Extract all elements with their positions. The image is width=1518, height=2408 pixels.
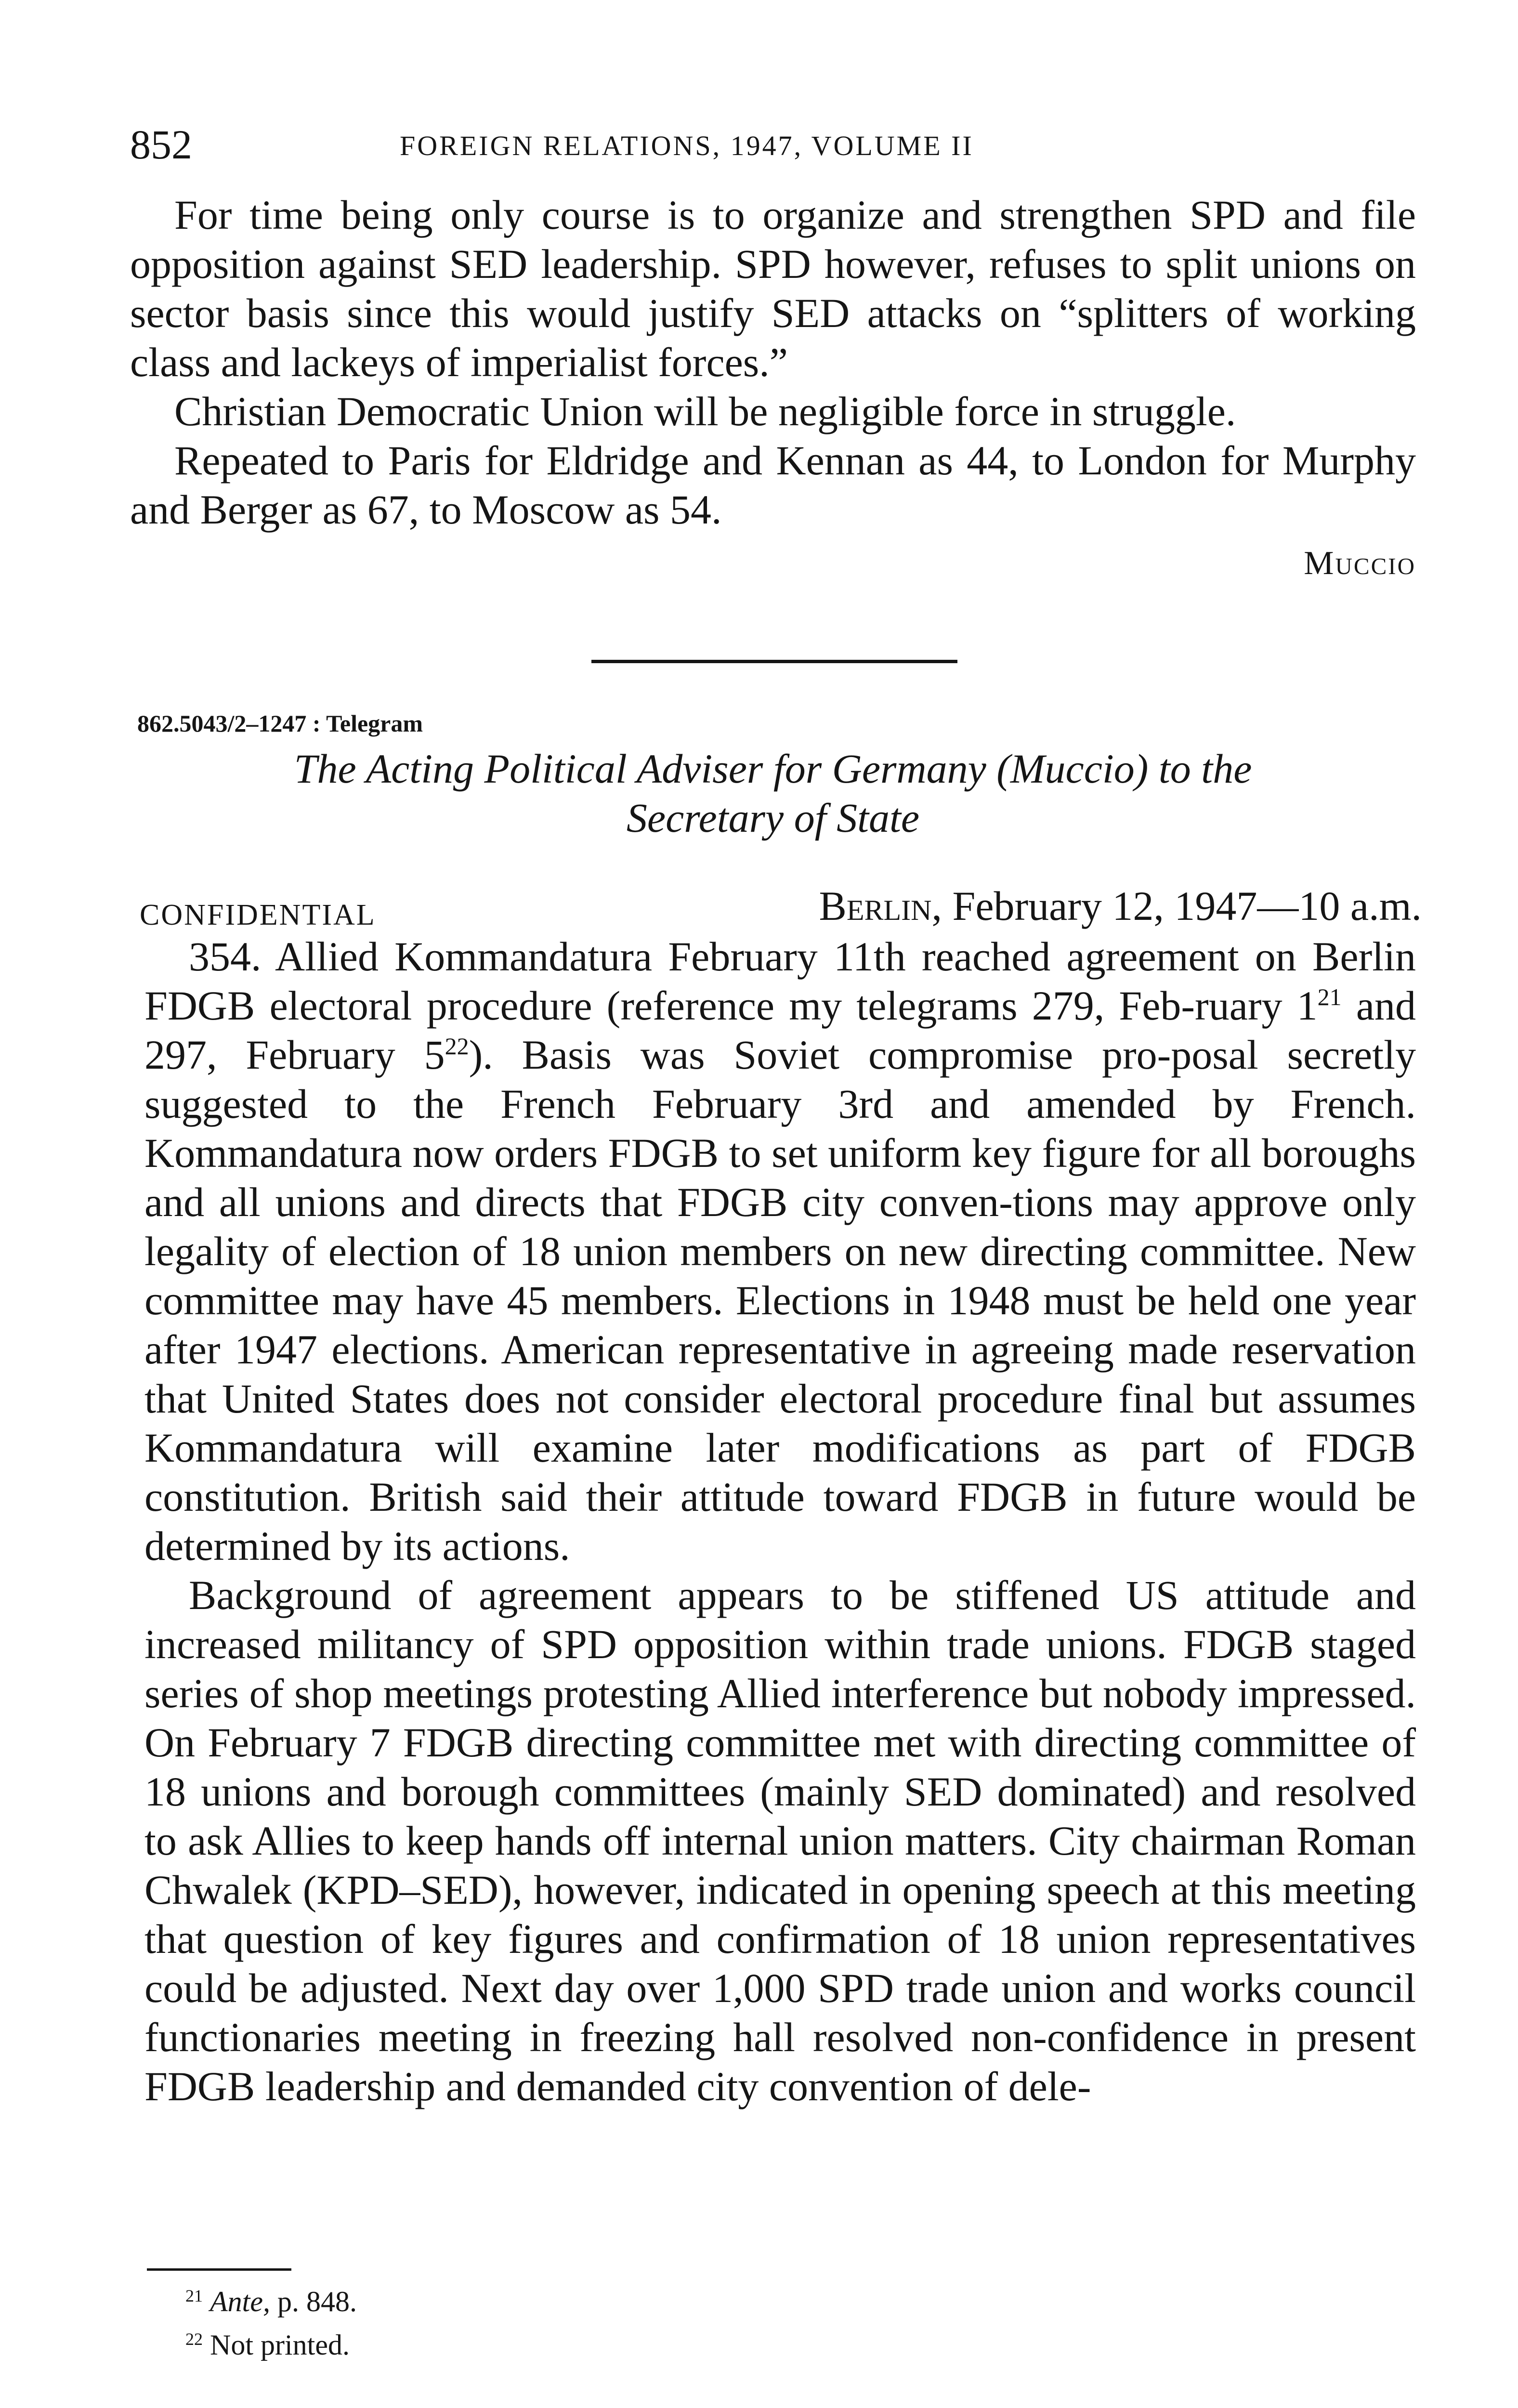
footnote-rule [147,2268,291,2271]
telegram-paragraph-1 [144,932,1416,1570]
paragraph-1-part-3: ). Basis was Soviet compromise pro-posal secretly suggested to the French February 3rd and amended by French. Kommandatura now orders FDGB to set uniform key figure for all boroughs and all unions and directs that FDGB city conven-tions may approve only legality of election of 18 union members on new directing committee. New committee may have 45 members. Elections in 1948 must be held one year after 1947 elections. American representative in agreeing made reservation that United States does not consider electoral procedure final but assumes Kommandatura will examine later modifications as part of FDGB constitution. British said their attitude toward FDGB in future would be determined by its actions. [144,1032,1416,1569]
continuation-text [130,190,1416,534]
document-reference: 862.5043/2–1247 : Telegram [137,710,423,737]
footnote-22-marker: 22 [185,2329,203,2349]
telegram-body [144,932,1416,2111]
footnote-ref-22: 22 [445,1033,469,1060]
continuation-paragraph-1: For time being only course is to organize and strengthen SPD and file opposition against SED leadership. SPD however, refuses to split unions on sector basis since this would justify SED attacks on “splitters of working class and lackeys of imperialist forces.” [130,192,1416,385]
classification-label: CONFIDENTIAL [140,899,376,931]
document-title-line-1: The Acting Political Adviser for Germany (Muccio) to the [294,746,1252,792]
footnotes [185,2277,357,2364]
page-number: 852 [130,121,192,168]
telegram-paragraph-2: Background of agreement appears to be stiffened US attitude and increased militancy of SPD opposition within trade unions. FDGB staged series of shop meetings protesting Allied interference but nobody impressed. On February 7 FDGB directing committee met with directing committee of 18 unions and borough committees (mainly SED dominated) and resolved to ask Allies to keep hands off internal union matters. City chairman Roman Chwalek (KPD–SED), however, indicated in opening speech at this meeting that question of key figures and confirmation of 18 union representatives could be adjusted. Next day over 1,000 SPD trade union and works council functionaries meeting in freezing hall resolved non-confidence in present FDGB leadership and demanded city convention of dele- [144,1572,1416,2109]
running-head: FOREIGN RELATIONS, 1947, VOLUME II [400,130,974,161]
footnote-22 [185,2320,357,2364]
paragraph-1-part-2: and 297, February 5 [144,982,1416,1078]
document-title [130,744,1416,842]
dateline [819,879,1422,932]
dateline-date: , February 12, 1947—10 a.m. [931,883,1422,929]
footnote-21-text: p. 848. [270,2286,357,2317]
footnote-21-ante: Ante, [210,2286,270,2317]
footnote-22-text: Not printed. [210,2329,350,2361]
page-header [130,118,1416,171]
footnote-ref-21: 21 [1317,983,1342,1010]
continuation-paragraph-2: Christian Democratic Union will be negligible force in struggle. [174,388,1236,434]
dateline-place: Berlin [819,883,932,929]
paragraph-1-part-1: 354. Allied Kommandatura February 11th reached agreement on Berlin FDGB electoral procedure (reference my telegrams 279, Feb-ruary 1 [144,933,1416,1029]
section-divider [591,660,957,663]
footnote-21-marker: 21 [185,2286,203,2305]
document-title-line-2: Secretary of State [626,795,920,841]
signature: Muccio [1304,545,1416,582]
footnote-21 [185,2277,357,2320]
continuation-paragraph-3: Repeated to Paris for Eldridge and Kennan as 44, to London for Murphy and Berger as 67, to Moscow as 54. [130,437,1416,533]
